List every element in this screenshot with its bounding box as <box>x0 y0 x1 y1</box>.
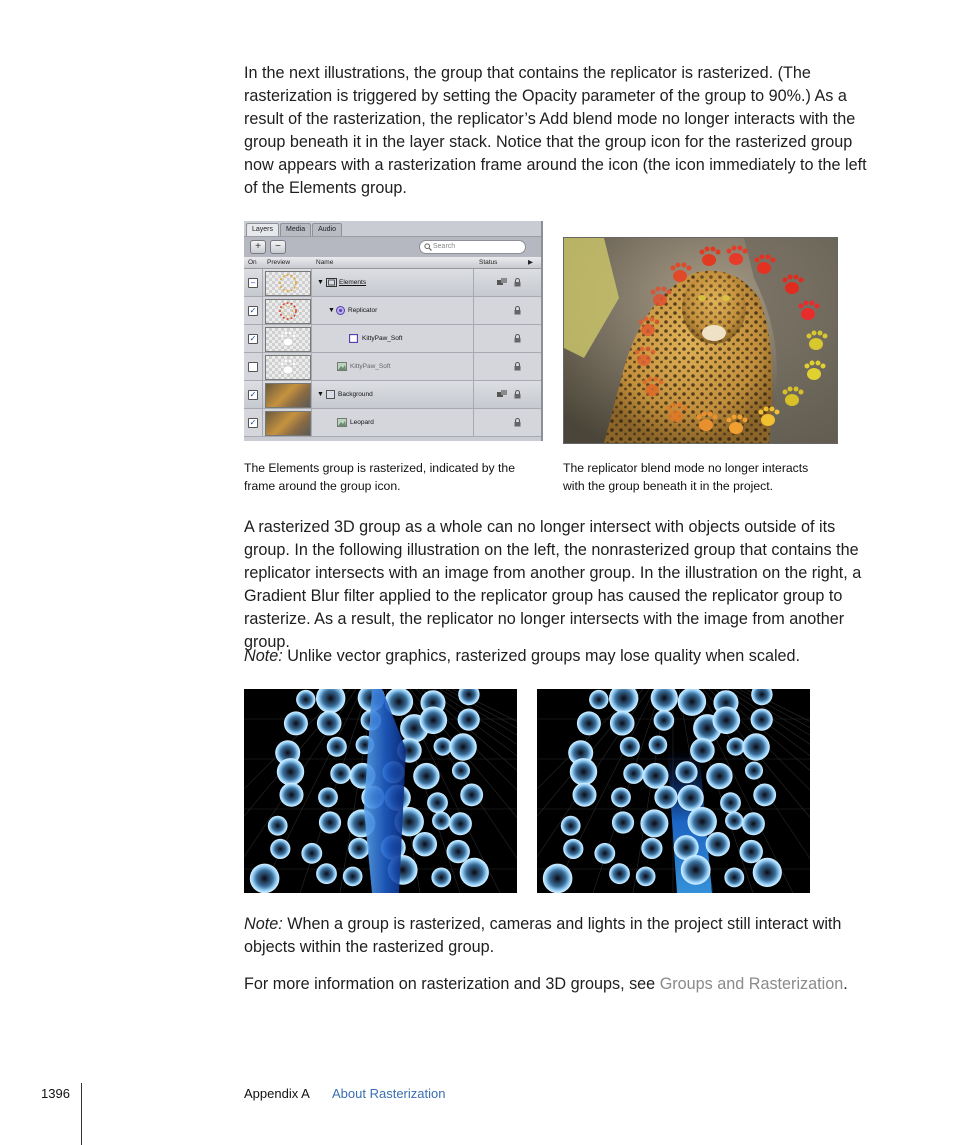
sphere <box>319 811 341 833</box>
sphere <box>753 784 776 807</box>
sphere <box>706 832 730 856</box>
sphere <box>675 761 697 783</box>
sphere <box>543 864 573 893</box>
sphere <box>706 763 732 789</box>
sphere <box>589 690 608 709</box>
sphere <box>678 689 706 716</box>
sphere <box>594 843 615 864</box>
layer-row-kittypaw-image[interactable] <box>244 353 541 381</box>
image-layer-icon <box>337 418 347 427</box>
closing-end: . <box>843 975 848 993</box>
footer-appendix: Appendix A <box>244 1086 310 1101</box>
sphere <box>343 867 363 887</box>
leopard-photo <box>563 237 838 444</box>
sphere <box>742 733 769 760</box>
activation-checkbox[interactable]: ✓ <box>249 418 257 427</box>
sphere <box>690 738 715 763</box>
preview-thumbnail <box>265 271 311 296</box>
note-quality <box>244 645 884 668</box>
sphere <box>570 758 597 785</box>
sphere <box>318 787 338 807</box>
sphere <box>413 763 439 789</box>
sphere <box>713 707 741 735</box>
sphere <box>458 709 480 731</box>
sphere <box>348 838 369 859</box>
sphere <box>751 689 772 705</box>
paw-icon <box>266 328 310 351</box>
sphere <box>460 858 489 887</box>
sphere <box>609 863 630 884</box>
sphere <box>678 785 704 811</box>
search-icon <box>424 243 432 251</box>
sphere <box>431 868 451 888</box>
closing-text: For more information on rasterization and 3D groups, see <box>244 975 660 993</box>
sphere <box>268 816 288 836</box>
activation-checkbox[interactable]: ✓ <box>249 306 257 315</box>
caption-left: The Elements group is rasterized, indicated by the frame around the group icon. <box>244 461 515 493</box>
preview-thumbnail <box>265 299 311 324</box>
sphere <box>327 737 347 757</box>
sphere <box>460 784 483 807</box>
sphere <box>740 840 763 863</box>
lock-icon[interactable] <box>514 306 521 315</box>
sphere <box>751 709 773 731</box>
tab-layers[interactable]: Layers <box>246 223 279 236</box>
note-cameras <box>244 913 884 959</box>
layer-row-replicator[interactable] <box>244 297 541 325</box>
sphere <box>458 689 479 705</box>
sphere <box>623 763 644 784</box>
sphere <box>742 812 765 835</box>
sphere <box>280 783 304 807</box>
layer-row-elements[interactable] <box>244 269 541 297</box>
sphere <box>681 855 711 885</box>
sphere <box>643 763 669 789</box>
sphere <box>563 839 583 859</box>
column-header <box>244 257 541 269</box>
sphere <box>577 711 601 735</box>
sphere <box>427 792 448 813</box>
search-placeholder: Search <box>433 243 456 250</box>
preview-thumbnail <box>265 355 311 380</box>
sphere <box>434 738 452 756</box>
lock-icon[interactable] <box>514 334 521 343</box>
sphere <box>654 786 677 809</box>
sphere <box>296 690 315 709</box>
page-number: 1396 <box>41 1086 70 1101</box>
sphere <box>649 736 668 755</box>
layer-name: Replicator <box>348 307 378 314</box>
rasterized-group-icon <box>326 278 337 287</box>
disclosure-triangle-icon[interactable]: ▼ <box>328 307 335 314</box>
column-name[interactable]: Name <box>316 259 334 266</box>
paragraph-3d-groups: A rasterized 3D group as a whole can no longer intersect with objects outside of its group. In the following illustration on the left, the nonrasterized group that contains the replicator intersects with an image from another group. In the illustration on the right, a Gradient Blur filter applied to the replicator group has caused the replicator group to rasterize. As a result, the replicator no longer intersects with the image from another group. <box>244 518 862 651</box>
sphere <box>317 711 342 736</box>
tab-media[interactable]: Media <box>280 223 311 236</box>
sphere <box>654 710 675 731</box>
sphere <box>561 816 581 836</box>
sphere <box>330 763 351 784</box>
group-icon <box>326 390 335 399</box>
sphere <box>449 812 472 835</box>
sphere <box>316 863 337 884</box>
layer-name: Leopard <box>350 419 374 426</box>
sphere <box>316 689 345 713</box>
note-label: Note: <box>244 915 283 933</box>
sphere <box>620 737 640 757</box>
group-status-icon <box>497 390 507 398</box>
replicator-cell-icon <box>349 334 358 343</box>
sphere <box>753 858 782 887</box>
scene-rasterized <box>537 689 810 893</box>
activation-checkbox[interactable]: ✓ <box>249 334 257 343</box>
lock-icon[interactable] <box>514 362 521 371</box>
column-menu-icon[interactable]: ▶ <box>528 259 533 266</box>
note-label: Note: <box>244 647 283 665</box>
sphere <box>727 738 745 756</box>
layer-name: Elements <box>339 279 367 286</box>
preview-thumbnail <box>265 383 311 408</box>
sphere <box>745 762 763 780</box>
activation-checkbox[interactable]: – <box>248 278 258 288</box>
replicator-icon <box>336 306 345 315</box>
layer-row-leopard[interactable] <box>244 409 541 437</box>
add-layer-button[interactable]: + <box>250 240 266 254</box>
sphere <box>640 809 668 837</box>
layer-row-background[interactable] <box>244 381 541 409</box>
sphere <box>420 707 448 735</box>
group-status-icon <box>497 278 507 286</box>
remove-layer-button[interactable]: − <box>270 240 286 254</box>
layers-panel <box>244 221 543 441</box>
sphere <box>449 733 476 760</box>
footer-divider <box>81 1083 82 1145</box>
activation-checkbox[interactable] <box>248 362 258 372</box>
sphere <box>573 783 597 807</box>
caption-right: The replicator blend mode no longer interacts with the group beneath it in the project. <box>563 461 809 493</box>
disclosure-triangle-icon[interactable]: ▼ <box>317 391 324 398</box>
sphere <box>447 840 470 863</box>
sphere <box>301 843 322 864</box>
scene-nonrasterized <box>244 689 517 893</box>
sphere <box>611 787 631 807</box>
preview-thumbnail <box>265 327 311 352</box>
closing-paragraph <box>244 973 884 996</box>
sphere <box>250 864 280 893</box>
note-text: Unlike vector graphics, rasterized groups may lose quality when scaled. <box>287 647 801 665</box>
layer-row-kittypaw-cell[interactable] <box>244 325 541 353</box>
layer-name: KittyPaw_Soft <box>362 335 403 342</box>
sphere <box>452 762 470 780</box>
sphere <box>610 711 635 736</box>
sphere <box>636 867 656 887</box>
sphere <box>609 689 638 713</box>
sphere <box>277 758 304 785</box>
sphere <box>725 812 743 830</box>
panel-toolbar <box>244 236 541 257</box>
sphere <box>413 832 437 856</box>
column-on[interactable]: On <box>248 259 257 266</box>
groups-rasterization-link[interactable]: Groups and Rasterization <box>659 975 844 993</box>
sphere <box>641 838 662 859</box>
tab-audio[interactable]: Audio <box>312 223 342 236</box>
activation-checkbox[interactable]: ✓ <box>249 390 257 399</box>
sphere <box>284 711 308 735</box>
layer-name: Background <box>338 391 373 398</box>
sphere <box>724 868 744 888</box>
preview-thumbnail <box>265 411 311 436</box>
disclosure-triangle-icon[interactable]: ▼ <box>317 279 324 286</box>
lock-icon[interactable] <box>514 278 521 287</box>
intro-paragraph: In the next illustrations, the group that contains the replicator is rasterized. (The rasterization is triggered by setting the Opacity parameter of the group to 90%.) As a result of the rasterization, the replicator’s Add blend mode no longer interacts with the group beneath it in the layer stack. Notice that the group icon for the rasterized group now appears with a rasterization frame around the icon (the icon immediately to the left of the Elements group. <box>244 64 867 197</box>
paw-icon <box>266 356 310 379</box>
sphere <box>720 792 741 813</box>
note-text: When a group is rasterized, cameras and lights in the project still interact with objects within the rasterized group. <box>244 915 842 956</box>
footer-chapter-link[interactable]: About Rasterization <box>332 1086 446 1101</box>
lock-icon[interactable] <box>514 418 521 427</box>
layer-name: KittyPaw_Soft <box>350 363 391 370</box>
search-input[interactable] <box>419 240 526 254</box>
sphere <box>270 839 290 859</box>
column-status[interactable]: Status <box>479 259 498 266</box>
panel-tabs <box>246 223 343 236</box>
lock-icon[interactable] <box>514 390 521 399</box>
sphere <box>688 807 717 836</box>
sphere <box>432 812 450 830</box>
sphere <box>612 811 634 833</box>
image-plane <box>364 689 406 893</box>
column-preview[interactable]: Preview <box>267 259 291 266</box>
image-layer-icon <box>337 362 347 371</box>
